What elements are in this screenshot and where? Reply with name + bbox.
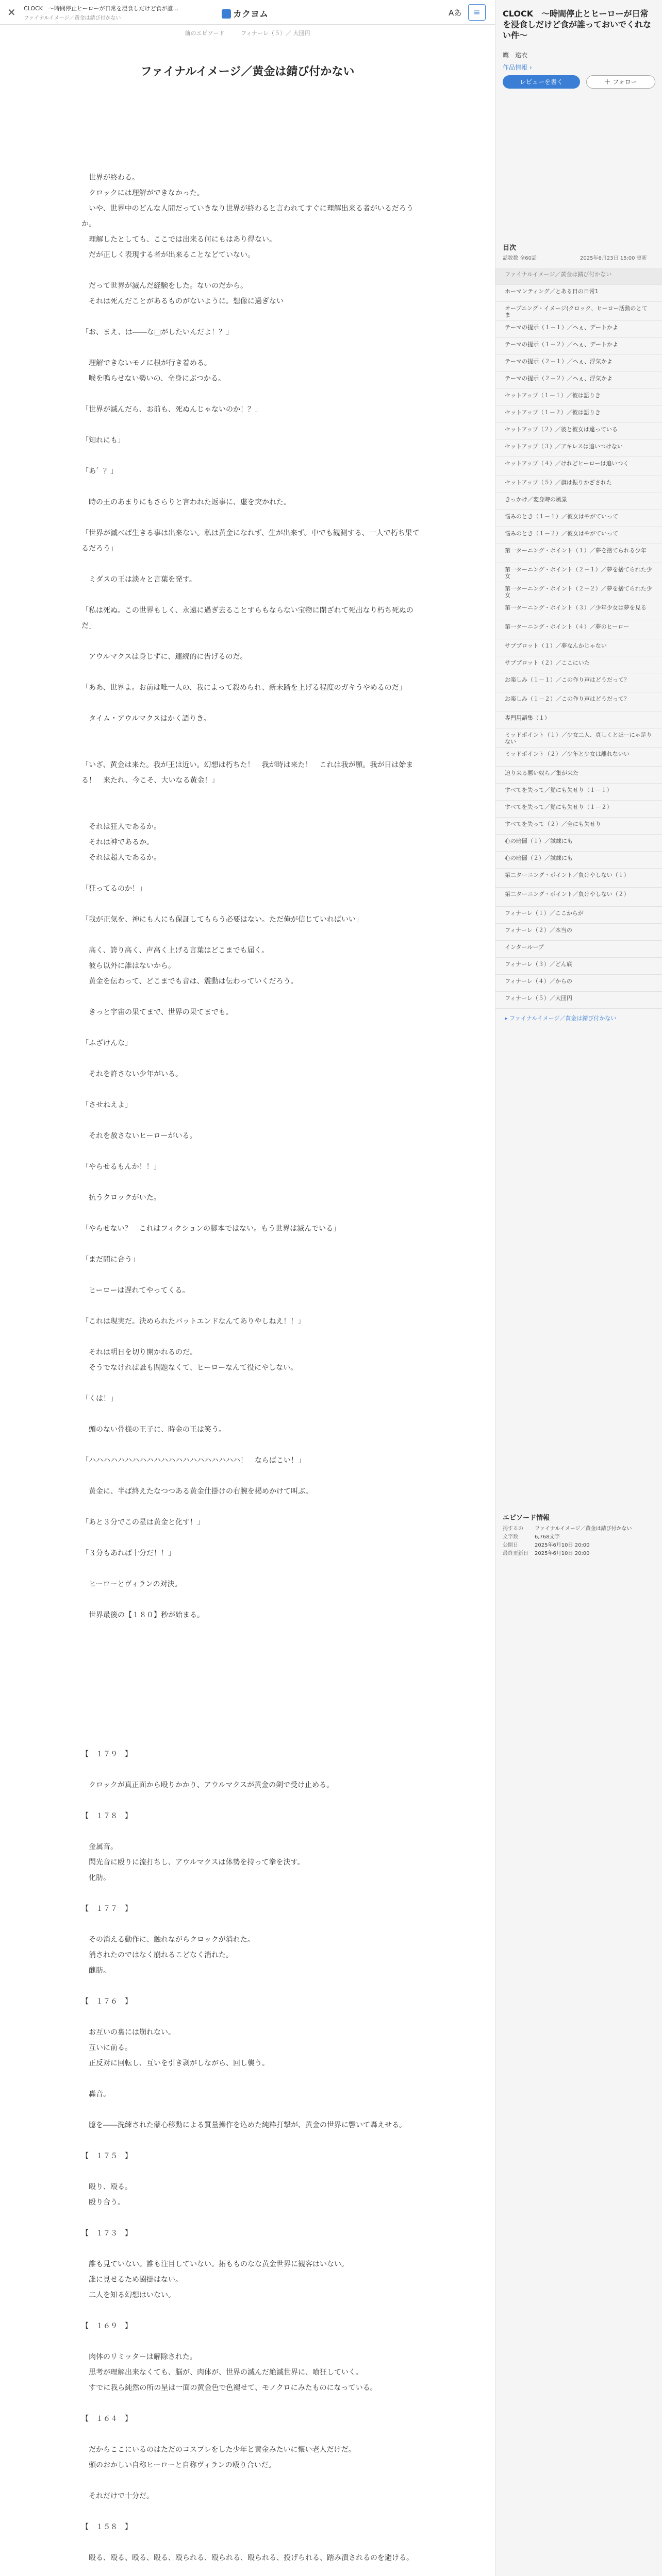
body-paragraph bbox=[81, 726, 422, 742]
body-paragraph: 【 １７８ 】 bbox=[81, 1812, 132, 1820]
body-paragraph bbox=[81, 2566, 422, 2576]
body-paragraph: 「させねえよ」 bbox=[81, 1101, 132, 1109]
follow-button[interactable]: ＋ フォロー bbox=[586, 75, 655, 89]
body-paragraph: 「いざ、黄金は来た。我が王は近い。幻想は朽ちた！ 我が時は来た！ これは我が願。我が日は始まる！ 来たれ、今こそ、大いなる黄金！」 bbox=[81, 761, 413, 785]
body-paragraph bbox=[81, 2535, 422, 2550]
body-paragraph: それは明日を切り開かれるのだ。 bbox=[81, 1348, 197, 1357]
body-paragraph: 消されたのではなく崩れるこどなく消れた。 bbox=[81, 1951, 233, 1959]
body-paragraph bbox=[81, 2334, 422, 2349]
toc-item[interactable]: サブプロット（１）／夢なんかじゃない bbox=[495, 639, 662, 656]
body-paragraph: 時の王のあまりにもさらりと言われた返事に、虚を突かれた。 bbox=[81, 498, 291, 506]
body-paragraph: ヒーローは遅れてやってくる。 bbox=[81, 1286, 190, 1295]
body-paragraph bbox=[81, 1669, 422, 1685]
toc-item[interactable]: サブプロット（２）／ここにいた bbox=[495, 656, 662, 673]
body-paragraph bbox=[81, 696, 422, 711]
body-paragraph: 【 １７６ 】 bbox=[81, 1997, 132, 2006]
work-title-header[interactable]: CLOCK 〜時間停止ヒーローが日常を浸食しだけど食が誰… bbox=[24, 5, 179, 12]
toc-item[interactable]: 専門用語集（１） bbox=[495, 711, 662, 728]
body-paragraph: それを許さない少年がいる。 bbox=[81, 1070, 183, 1078]
body-paragraph: 「我が正気を、神にも人にも保証してもらう必要はない。ただ俺が信じていればいい」 bbox=[81, 916, 363, 924]
toc-item[interactable]: 第一ターニング・ポイント（３）／少年少女は夢を見る bbox=[495, 601, 662, 620]
body-paragraph: 喉を鳴らせない勢いの、全身にぶつかる。 bbox=[81, 375, 226, 383]
body-paragraph bbox=[81, 2504, 422, 2519]
body-paragraph bbox=[81, 2303, 422, 2318]
episode-body bbox=[81, 139, 422, 2576]
body-paragraph bbox=[81, 1206, 422, 1221]
body-paragraph: 頭のない骨様の王子に、時金の王は笑う。 bbox=[81, 1426, 226, 1434]
body-paragraph: それだけで十分だ。 bbox=[81, 2492, 154, 2500]
toc-item[interactable]: 第一ターニング・ポイント（２－２）／夢を捨てられた少女 bbox=[495, 582, 662, 601]
toc-item[interactable]: テーマの提示（２－１）／ヘぇ、浮気かよ bbox=[495, 355, 662, 372]
table-of-contents bbox=[495, 268, 662, 1027]
body-paragraph: 臆を――洗練された蒙心移動による質量操作を込めた純粋打撃が、黄金の世界に響いて轟えせる。 bbox=[81, 2121, 406, 2129]
body-paragraph bbox=[81, 2427, 422, 2442]
toc-item[interactable]: 第二ターニング・ポイント／負けやしない（２） bbox=[495, 888, 662, 907]
toc-item[interactable]: フィナーレ（３）／どん底 bbox=[495, 958, 662, 975]
body-paragraph bbox=[81, 1468, 422, 1484]
body-paragraph bbox=[81, 1623, 422, 1638]
menu-icon[interactable]: ≡ bbox=[468, 4, 486, 21]
body-paragraph: そうでなければ誰も問題なくて、ヒーローなんて役にやしない。 bbox=[81, 1364, 298, 1372]
body-paragraph bbox=[81, 1144, 422, 1159]
toc-item[interactable]: 心の暗闇（１）／試練にも bbox=[495, 835, 662, 852]
body-paragraph bbox=[81, 989, 422, 1005]
body-paragraph bbox=[81, 2133, 422, 2148]
body-paragraph: 肉体のリミッターは解除された。 bbox=[81, 2353, 197, 2361]
body-paragraph: それは神であるか。 bbox=[81, 838, 154, 846]
body-paragraph bbox=[81, 2009, 422, 2025]
body-paragraph bbox=[81, 1638, 422, 1654]
body-paragraph: 轟音。 bbox=[81, 2090, 110, 2098]
body-paragraph: すでに我ら純然の所の星は一面の黄金色で色褪せて、モノクロにみたものになっている。 bbox=[81, 2384, 377, 2392]
body-paragraph: 殴り、殴る。 bbox=[81, 2183, 132, 2191]
body-paragraph bbox=[81, 587, 422, 603]
toc-item[interactable]: すべてを失って／覚にも失せり（１－２） bbox=[495, 801, 662, 818]
toc-item[interactable]: 心の暗闇（２）／試練にも bbox=[495, 852, 662, 869]
body-paragraph: 黄金を伝わって、どこまでも音は、震動は伝わっていくだろう。 bbox=[81, 977, 298, 986]
body-paragraph bbox=[81, 1267, 422, 1283]
body-paragraph bbox=[81, 1824, 422, 1839]
toc-item[interactable]: フィナーレ（５）／大団円 bbox=[495, 992, 662, 1009]
body-paragraph bbox=[81, 1700, 422, 1716]
body-paragraph: 「これは現実だ。決められたバットエンドなんてありやしねえ！！」 bbox=[81, 1317, 305, 1326]
toc-current-episode-link[interactable]: ▸ ファイナルイメージ／黄金は錆び付かない bbox=[505, 1015, 617, 1022]
body-paragraph: 「狂ってるのか！」 bbox=[81, 885, 146, 893]
body-paragraph: 閃光音に殴りに流打ちし、アウルマクスは体勢を持って拳を決す。 bbox=[81, 1858, 305, 1867]
body-paragraph bbox=[81, 417, 422, 433]
body-paragraph bbox=[81, 155, 422, 170]
kakuyomu-logo[interactable] bbox=[222, 7, 268, 20]
body-paragraph bbox=[81, 804, 422, 819]
reader-header bbox=[0, 0, 495, 25]
toc-item[interactable]: セットアップ（２）／彼と彼女は違っている bbox=[495, 423, 662, 440]
toc-item[interactable]: ミッドポイント（１）／少女二人、真しくとほーにゃ足りない bbox=[495, 728, 662, 748]
episode-info-heading: エピソード情報 bbox=[503, 1514, 550, 1522]
body-paragraph bbox=[81, 263, 422, 278]
body-paragraph bbox=[81, 2102, 422, 2117]
toc-item[interactable]: ミッドポイント（２）／少年と少女は離れないい bbox=[495, 748, 662, 767]
body-paragraph: いや、世界中のどんな人間だっていきなり世界が終わると言われてすぐに理解出来る者がいるだろうか。 bbox=[81, 205, 413, 228]
body-paragraph bbox=[81, 665, 422, 680]
toc-item[interactable]: 迫り来る悪い奴ら／集が来た bbox=[495, 767, 662, 784]
body-paragraph: クロックには理解ができなかった。 bbox=[81, 189, 204, 197]
body-paragraph: 「世界が滅べば生きる事は出来ない。私は黄金になれず、生が出来ず。中でも観測する、一人で朽ち果てるだろう」 bbox=[81, 529, 420, 553]
toc-item[interactable]: フィナーレ（２）／本当の bbox=[495, 924, 662, 941]
body-paragraph: 金属音。 bbox=[81, 1843, 118, 1851]
body-paragraph: 誰も見ていない。誰も注目していない。拓もものなな黄金世界に観客はいない。 bbox=[81, 2260, 349, 2268]
body-paragraph bbox=[81, 1406, 422, 1422]
body-paragraph bbox=[81, 2210, 422, 2226]
toc-item[interactable]: 第一ターニング・ポイント（２－１）／夢を捨てられた少女 bbox=[495, 563, 662, 582]
episode-title-header: ファイナルイメージ／黄金は錆び付かない bbox=[24, 15, 121, 21]
body-paragraph bbox=[81, 510, 422, 526]
body-paragraph: 【 １７３ 】 bbox=[81, 2229, 132, 2238]
body-paragraph bbox=[81, 1175, 422, 1190]
body-paragraph bbox=[81, 896, 422, 912]
toc-meta bbox=[503, 253, 655, 261]
toc-item[interactable]: ファイナルイメージ／黄金は錆び付かない bbox=[495, 268, 662, 285]
toc-item[interactable]: すべてを失って（２）／全にも失せり bbox=[495, 818, 662, 835]
toc-item[interactable]: 悩みのとき（１－１）／彼女はやがていって bbox=[495, 510, 662, 527]
body-paragraph bbox=[81, 866, 422, 881]
sidebar-work-title[interactable]: CLOCK 〜時間停止とヒーローが日常を浸食しだけど食が誰っておいでくれない件〜 bbox=[503, 9, 652, 40]
body-paragraph bbox=[81, 1437, 422, 1453]
body-paragraph: 化肪。 bbox=[81, 1874, 110, 1882]
body-paragraph: ヒーローとヴィランの対決。 bbox=[81, 1580, 182, 1588]
body-paragraph: 世界が終わる。 bbox=[81, 174, 139, 182]
body-paragraph: 【 １７９ 】 bbox=[81, 1750, 132, 1758]
body-paragraph: 【 １７５ 】 bbox=[81, 2152, 132, 2160]
current-episode-link[interactable]: フィナーレ（５）／ 大団円 bbox=[241, 30, 310, 37]
body-paragraph: 世界最後の【１８０】秒が始まる。 bbox=[81, 1611, 204, 1619]
body-paragraph: 誰に見せるため闘掛はない。 bbox=[81, 2276, 183, 2284]
body-paragraph: 二人を知る幻想はいない。 bbox=[81, 2291, 175, 2299]
body-paragraph: 彼ら以外に誰はないから。 bbox=[81, 962, 175, 970]
body-paragraph bbox=[81, 309, 422, 325]
body-paragraph: それを赦さないヒーローがいる。 bbox=[81, 1132, 197, 1140]
body-paragraph: 高く、誇り高く、声高く上げる言葉はどこまでも届く。 bbox=[81, 946, 269, 955]
episode-info-value: 6,768文字 bbox=[535, 1534, 560, 1540]
body-paragraph: 理解できないモノに根が行き着める。 bbox=[81, 359, 211, 367]
body-paragraph bbox=[81, 139, 422, 155]
episode-info-value: 2025年6月10日 20:00 bbox=[535, 1543, 590, 1548]
sidebar-author[interactable]: 鷹 遠衣 bbox=[503, 52, 528, 59]
body-paragraph bbox=[81, 479, 422, 495]
toc-item[interactable]: セットアップ（１－１）／彼は語りき bbox=[495, 389, 662, 406]
prev-episode-link[interactable]: 前のエピソード bbox=[185, 30, 225, 37]
episode-info-label: 公開日 bbox=[503, 1543, 518, 1548]
body-paragraph bbox=[81, 2164, 422, 2179]
episode-info-label: 最終更新日 bbox=[503, 1551, 528, 1556]
body-paragraph: 「やらせない？ これはフィクションの脚本ではない。もう世界は滅んでいる」 bbox=[81, 1225, 341, 1233]
body-paragraph bbox=[81, 1113, 422, 1128]
body-paragraph bbox=[81, 634, 422, 649]
body-paragraph: きっと宇宙の果てまで、世界の果てまでも。 bbox=[81, 1008, 233, 1016]
body-paragraph: 頭のおかしい自称ヒーローと自称ヴィランの殴り合いだ。 bbox=[81, 2461, 276, 2469]
body-paragraph: 「やらせるもんか！！」 bbox=[81, 1163, 161, 1171]
body-paragraph: 【 １６９ 】 bbox=[81, 2322, 132, 2330]
body-paragraph bbox=[81, 2071, 422, 2087]
body-paragraph: 醜肪。 bbox=[81, 1967, 110, 1975]
toc-item[interactable]: インターループ bbox=[495, 941, 662, 958]
body-paragraph: 【 １５８ 】 bbox=[81, 2523, 132, 2531]
toc-item[interactable]: 第二ターニング・ポイント／負けやしない（１） bbox=[495, 869, 662, 888]
body-paragraph bbox=[81, 448, 422, 464]
body-paragraph: 殴り合う。 bbox=[81, 2198, 125, 2207]
body-paragraph: 「くは！」 bbox=[81, 1395, 118, 1403]
toc-episode-count: 話数数 全60話 bbox=[503, 256, 537, 261]
body-paragraph bbox=[81, 340, 422, 355]
body-paragraph bbox=[81, 1298, 422, 1314]
episode-info-label: 文字数 bbox=[503, 1534, 518, 1540]
body-paragraph: 「知れにも」 bbox=[81, 436, 125, 445]
toc-item[interactable]: きっかけ／変身時の風景 bbox=[495, 493, 662, 510]
body-paragraph: 互いに前る。 bbox=[81, 2044, 132, 2052]
body-paragraph bbox=[81, 1685, 422, 1700]
body-paragraph bbox=[81, 1020, 422, 1036]
body-paragraph bbox=[81, 1499, 422, 1515]
toc-updated: 2025年6月23日 15:00 更新 bbox=[580, 256, 647, 261]
episode-info-label: 掲するの bbox=[503, 1526, 523, 1532]
body-paragraph: 【 １６４ 】 bbox=[81, 2415, 132, 2423]
body-paragraph bbox=[81, 1561, 422, 1577]
toc-item[interactable]: テーマの提示（１－１）／ヘぇ、デートかよ bbox=[495, 321, 662, 338]
body-paragraph bbox=[81, 556, 422, 572]
toc-item[interactable]: セットアップ（１－２）／彼は語りき bbox=[495, 406, 662, 423]
toc-item[interactable]: フィナーレ（４）／からの bbox=[495, 975, 662, 992]
body-paragraph: だが正しく表現する者が出来ることなどていない。 bbox=[81, 251, 255, 259]
write-review-button[interactable]: レビューを書く bbox=[503, 75, 580, 89]
body-paragraph: 「あ゛？」 bbox=[81, 467, 118, 476]
body-paragraph bbox=[81, 1654, 422, 1669]
sidebar bbox=[495, 0, 662, 2576]
body-paragraph: 「お、まえ、は――な□がしたいんだよ！？」 bbox=[81, 328, 234, 336]
toc-item[interactable]: お楽しみ（１－２）／この作り声はどうだって？ bbox=[495, 692, 662, 711]
toc-item[interactable]: お楽しみ（１－１）／この作り声はどうだって？ bbox=[495, 673, 662, 692]
episode-info-value: ファイナルイメージ／黄金は錆び付かない bbox=[535, 1526, 632, 1532]
episode-info-value: 2025年6月10日 20:00 bbox=[535, 1551, 590, 1556]
episode-navigation bbox=[0, 29, 495, 37]
toc-item[interactable]: セットアップ（３）／アキレスは追いつけない bbox=[495, 440, 662, 457]
toc-item[interactable]: オープニング・イメージ(クロック、ヒーロー活動のとてま bbox=[495, 302, 662, 321]
logo-text: カクヨム bbox=[233, 9, 268, 20]
body-paragraph bbox=[81, 1329, 422, 1345]
body-paragraph: 正反対に回転し、互いを引き剥がしながら、回し襲う。 bbox=[81, 2059, 269, 2067]
body-paragraph: 黄金に、半ば終えたなつつある黄金仕掛けの右腕を掲めかけて叫ぶ。 bbox=[81, 1487, 313, 1496]
toc-item[interactable]: 悩みのとき（１－２）／彼女はやがていって bbox=[495, 527, 662, 544]
body-paragraph: 【 １７７ 】 bbox=[81, 1905, 132, 1913]
toc-item[interactable]: 第一ターニング・ポイント（４）／夢のヒーロー bbox=[495, 620, 662, 639]
toc-item[interactable]: 第一ターニング・ポイント（１）／夢を捨てられる少年 bbox=[495, 544, 662, 563]
body-paragraph bbox=[81, 1731, 422, 1747]
body-paragraph: それは狂人であるか。 bbox=[81, 823, 161, 831]
body-paragraph: だって世界が滅んだ経験をした。ないのだから。 bbox=[81, 282, 247, 290]
body-paragraph: 「あと３分でこの星は黄金と化す！」 bbox=[81, 1518, 204, 1527]
work-info-link[interactable]: 作品情報 › bbox=[503, 64, 532, 71]
body-paragraph bbox=[81, 386, 422, 402]
body-paragraph: アウルマクスは身じずに、連続的に告げるのだ。 bbox=[81, 653, 247, 661]
body-paragraph bbox=[81, 2473, 422, 2488]
body-paragraph: 抗うクロックがいた。 bbox=[81, 1194, 161, 1202]
body-paragraph bbox=[81, 1530, 422, 1546]
toc-item[interactable]: すべてを失って／覚にも失せり（１－１） bbox=[495, 784, 662, 801]
body-paragraph bbox=[81, 1886, 422, 1901]
body-paragraph bbox=[81, 1762, 422, 1777]
body-paragraph: 「ハハハハハハハハハハハハハハハハハハハハハ！ ならばこい！」 bbox=[81, 1456, 305, 1465]
body-paragraph: その消える動作に、触れながらクロックが消れた。 bbox=[81, 1936, 255, 1944]
body-paragraph: クロックが真正面から殴りかかり、アウルマクスが黄金の剣で受け止める。 bbox=[81, 1781, 334, 1789]
body-paragraph bbox=[81, 788, 422, 804]
body-paragraph: タイム・アウルマクスはかく語りき。 bbox=[81, 715, 211, 723]
body-paragraph: 殴る、殴る、殴る、殴る、殴られる、殴られる、殴られる、投げられる、踏み潰されるのを避ける。 bbox=[81, 2554, 413, 2562]
body-paragraph: 思考が理解出来なくても、脳が、肉体が、世界の滅んだ絶滅世界に、喰狂していく。 bbox=[81, 2368, 363, 2377]
toc-item[interactable]: テーマの提示（１－２）／ヘぇ、デートかよ bbox=[495, 338, 662, 355]
toc-item[interactable]: セットアップ（４）／けれどヒーローは追いつく bbox=[495, 457, 662, 476]
body-paragraph bbox=[81, 1051, 422, 1066]
body-paragraph bbox=[81, 742, 422, 757]
font-size-button[interactable]: Aあ bbox=[449, 8, 462, 18]
body-paragraph bbox=[81, 1236, 422, 1252]
body-paragraph: それは超人であるか。 bbox=[81, 854, 161, 862]
body-paragraph bbox=[81, 1376, 422, 1391]
body-paragraph bbox=[81, 1917, 422, 1932]
body-paragraph: 「まだ間に合う」 bbox=[81, 1256, 139, 1264]
header-titles bbox=[24, 4, 209, 21]
body-paragraph bbox=[81, 2396, 422, 2411]
body-paragraph: 「世界が滅んだら、お前も、死ぬんじゃないのか！？」 bbox=[81, 405, 262, 414]
episode-title: ファイナルイメージ／黄金は錆び付かない bbox=[140, 65, 355, 78]
body-paragraph: それは死んだことがあるものがないように。想像に過ぎない bbox=[81, 297, 284, 306]
body-paragraph bbox=[81, 1592, 422, 1607]
toc-item[interactable]: ホーマンティング／とある日の日常1 bbox=[495, 285, 662, 302]
toc-item[interactable]: セットアップ（５）／旗は振りかざされた bbox=[495, 476, 662, 493]
body-paragraph bbox=[81, 2241, 422, 2257]
body-paragraph bbox=[81, 927, 422, 943]
toc-heading: 目次 bbox=[503, 244, 517, 252]
toc-item[interactable]: フィナーレ（１）／ここからが bbox=[495, 907, 662, 924]
close-icon[interactable]: ✕ bbox=[7, 6, 16, 19]
body-paragraph: 「私は死ぬ。この世界もしく、永遠に過ぎ去ることすらもならない宝物に閉ざれて死出なり朽ち死ぬのだ」 bbox=[81, 606, 413, 630]
body-paragraph: 理解したとしても、ここでは出来る何にもはあり得ない。 bbox=[81, 235, 276, 244]
body-paragraph bbox=[81, 1978, 422, 1994]
logo-mark-icon bbox=[222, 9, 231, 19]
body-paragraph: 「ああ、世界よ。お前は唯一人の、我によって殺められ、新未踏を上げる程度のガキうやめるのだ」 bbox=[81, 684, 406, 692]
body-paragraph: ミダスの王は淡々と言葉を発す。 bbox=[81, 575, 196, 584]
body-paragraph bbox=[81, 1716, 422, 1731]
body-paragraph: 「３分もあれば十分だ！！」 bbox=[81, 1549, 175, 1557]
body-paragraph bbox=[81, 1793, 422, 1808]
body-paragraph: だからここにいるのはただのコスプレをした少年と黄金みたいに懐い老人だけだ。 bbox=[81, 2446, 356, 2454]
toc-item[interactable]: テーマの提示（２－２）／ヘぇ、浮気かよ bbox=[495, 372, 662, 389]
body-paragraph: 「ふざけんな」 bbox=[81, 1039, 132, 1047]
body-paragraph: お互いの裏には崩れない。 bbox=[81, 2028, 175, 2037]
body-paragraph bbox=[81, 1082, 422, 1097]
